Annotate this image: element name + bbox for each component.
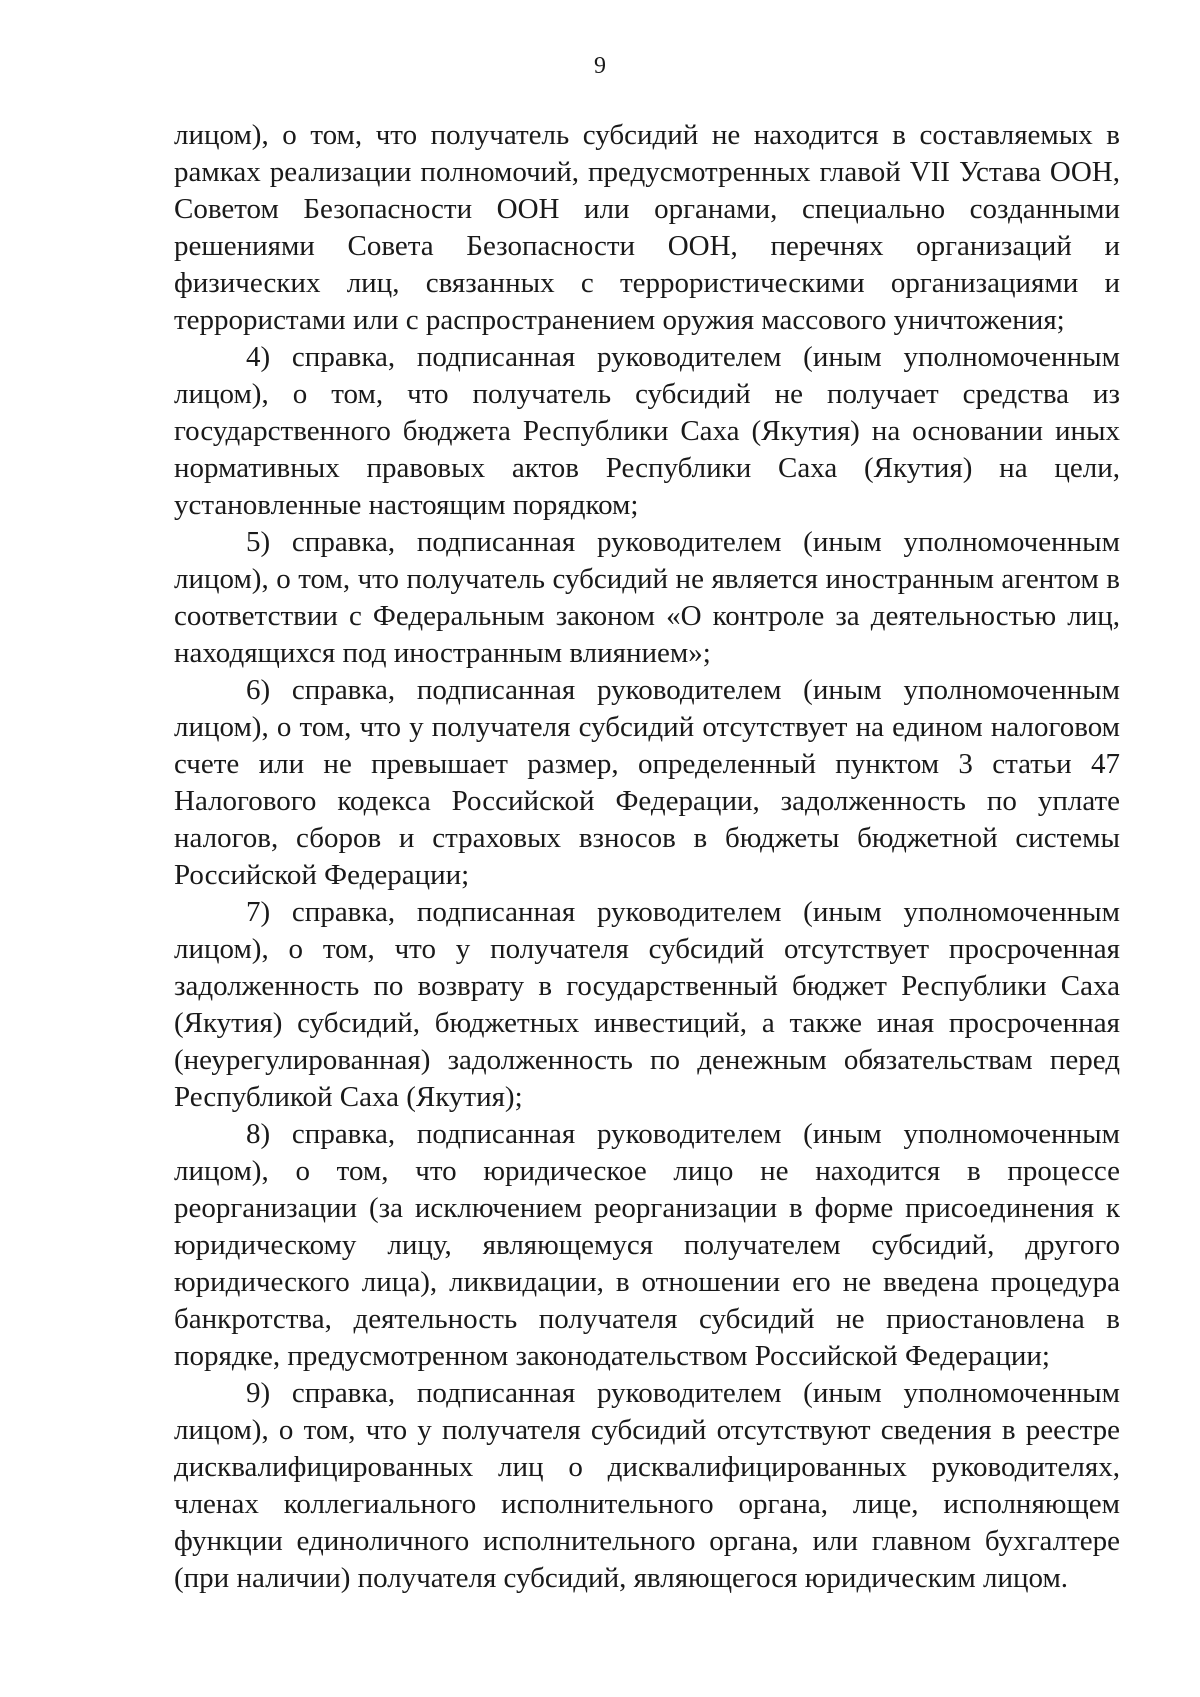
paragraph-item-9: 9) справка, подписанная руководителем (иным уполномоченным лицом), о том, что у получателя субсидий отсутствуют сведения в реестре дисквалифицированных лиц о дисквалифицированных руководителях, членах коллегиального исполнительного органа, лице, исполняющем функции единоличного исполнительного органа, или главном бухгалтере (при наличии) получателя субсидий, являющегося юридическим лицом.	[174, 1377, 1120, 1594]
paragraph-item-5: 5) справка, подписанная руководителем (иным уполномоченным лицом), о том, что получатель субсидий не является иностранным агентом в соответствии с Федеральным законом «О контроле за деятельностью лиц, находящихся под иностранным влиянием»;	[174, 526, 1120, 669]
paragraph-continuation: лицом), о том, что получатель субсидий не находится в составляемых в рамках реализации полномочий, предусмотренных главой VII Устава ООН, Советом Безопасности ООН или органами, специально созданными решениями Совета Безопасности ООН, перечнях организаций и физических лиц, связанных с террористическими организациями и террористами или с распространением оружия массового уничтожения;	[174, 119, 1120, 336]
paragraph-item-7: 7) справка, подписанная руководителем (иным уполномоченным лицом), о том, что у получателя субсидий отсутствует просроченная задолженность по возврату в государственный бюджет Республики Саха (Якутия) субсидий, бюджетных инвестиций, а также иная просроченная (неурегулированная) задолженность по денежным обязательствам перед Республикой Саха (Якутия);	[174, 896, 1120, 1113]
paragraph-item-4: 4) справка, подписанная руководителем (иным уполномоченным лицом), о том, что получатель субсидий не получает средства из государственного бюджета Республики Саха (Якутия) на основании иных нормативных правовых актов Республики Саха (Якутия) на цели, установленные настоящим порядком;	[174, 341, 1120, 521]
paragraph-item-8: 8) справка, подписанная руководителем (иным уполномоченным лицом), о том, что юридическое лицо не находится в процессе реорганизации (за исключением реорганизации в форме присоединения к юридическому лицу, являющемуся получателем субсидий, другого юридического лица), ликвидации, в отношении его не введена процедура банкротства, деятельность получателя субсидий не приостановлена в порядке, предусмотренном законодательством Российской Федерации;	[174, 1118, 1120, 1372]
document-body	[174, 117, 1120, 1597]
paragraph-item-6: 6) справка, подписанная руководителем (иным уполномоченным лицом), о том, что у получателя субсидий отсутствует на едином налоговом счете или не превышает размер, определенный пунктом 3 статьи 47 Налогового кодекса Российской Федерации, задолженность по уплате налогов, сборов и страховых взносов в бюджеты бюджетной системы Российской Федерации;	[174, 674, 1120, 891]
page-number: 9	[594, 53, 606, 79]
